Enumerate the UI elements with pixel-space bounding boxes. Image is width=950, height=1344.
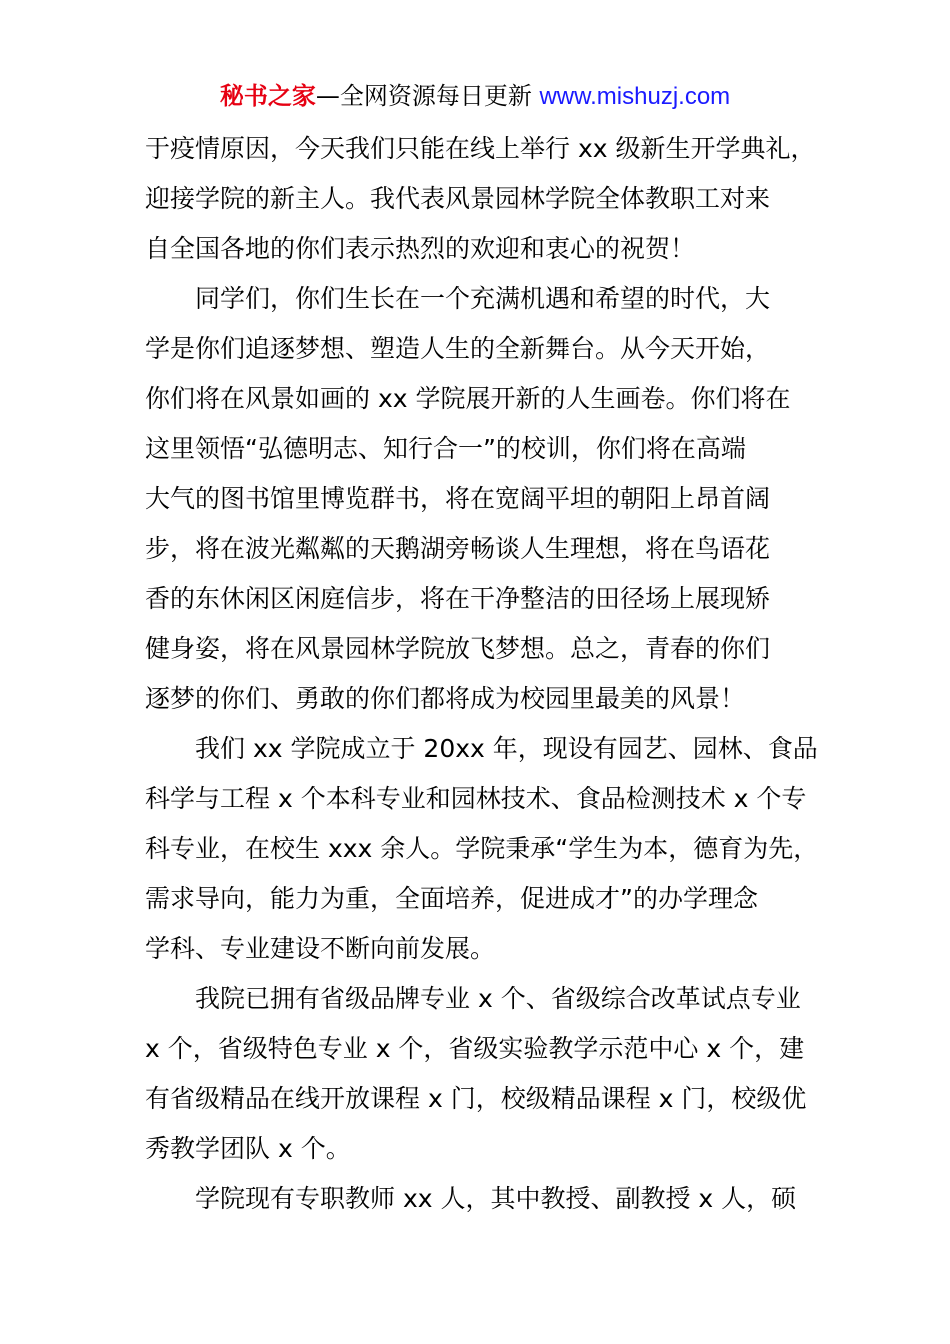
text-line: 学科、专业建设不断向前发展。: [145, 934, 496, 963]
site-brand: 秘书之家: [219, 82, 316, 110]
text-line: 科学与工程 x 个本科专业和园林技术、食品检测技术 x 个专: [145, 784, 807, 813]
text-line: 需求导向，能力为重，全面培养，促进成才”的办学理念: [145, 884, 758, 913]
text-line: 步，将在波光粼粼的天鹅湖旁畅谈人生理想，将在鸟语花: [145, 534, 771, 563]
text-line: 迎接学院的新主人。我代表风景园林学院全体教职工对来: [145, 184, 771, 213]
text-line: 科专业，在校生 xxx 余人。学院秉承“学生为本，德育为先，: [145, 834, 819, 863]
text-line: 这里领悟“弘德明志、知行合一”的校训，你们将在高端: [145, 434, 746, 463]
site-url[interactable]: www.mishuzj.com: [539, 83, 731, 110]
text-line: 香的东休闲区闲庭信步，将在干净整洁的田径场上展现矫: [145, 584, 771, 613]
text-line: 逐梦的你们、勇敢的你们都将成为校园里最美的风景！: [145, 684, 746, 713]
text-line: 自全国各地的你们表示热烈的欢迎和衷心的祝贺！: [145, 234, 696, 263]
paragraph-first-line: 我们 xx 学院成立于 20xx 年，现设有园艺、园林、食品: [195, 734, 818, 763]
text-line: 大气的图书馆里博览群书，将在宽阔平坦的朝阳上昂首阔: [145, 484, 771, 513]
paragraph-first-line: 同学们，你们生长在一个充满机遇和希望的时代，大: [195, 284, 771, 313]
text-line: 于疫情原因，今天我们只能在线上举行 xx 级新生开学典礼，: [145, 134, 816, 163]
document-body: [145, 129, 835, 1229]
paragraph-first-line: 我院已拥有省级品牌专业 x 个、省级综合改革试点专业: [195, 984, 801, 1013]
paragraph-first-line: 学院现有专职教师 xx 人，其中教授、副教授 x 人，硕: [195, 1184, 797, 1213]
text-line: x 个，省级特色专业 x 个，省级实验教学示范中心 x 个，建: [145, 1034, 805, 1063]
site-tagline: —全网资源每日更新: [315, 82, 540, 110]
text-line: 你们将在风景如画的 xx 学院展开新的人生画卷。你们将在: [145, 384, 791, 413]
text-line: 秀教学团队 x 个。: [145, 1134, 351, 1163]
page-header: [0, 80, 950, 113]
text-line: 健身姿，将在风景园林学院放飞梦想。总之，青春的你们: [145, 634, 771, 663]
text-line: 学是你们追逐梦想、塑造人生的全新舞台。从今天开始，: [145, 334, 771, 363]
text-line: 有省级精品在线开放课程 x 门，校级精品课程 x 门，校级优: [145, 1084, 807, 1113]
